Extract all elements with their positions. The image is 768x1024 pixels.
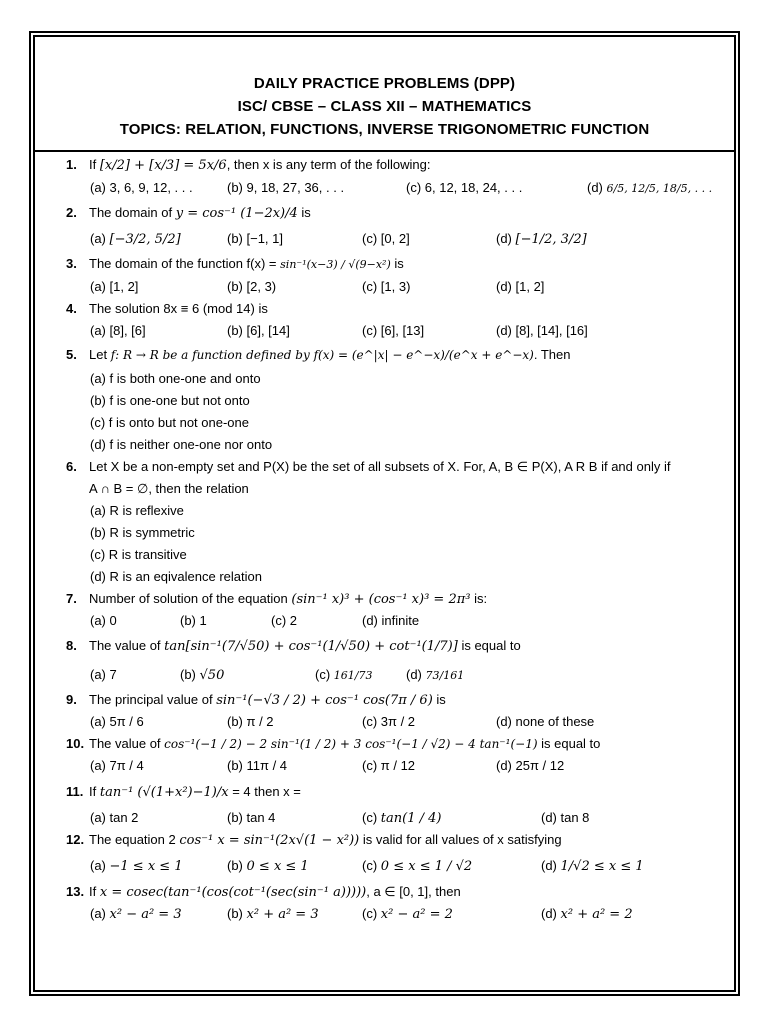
option-d: (d) infinite <box>362 613 420 628</box>
question-number: 11. <box>66 784 84 799</box>
option-c: (c) [6], [13] <box>362 323 425 338</box>
question-12 <box>66 829 726 881</box>
option-b: (b) f is one-one but not onto <box>90 393 250 408</box>
question-13 <box>66 881 726 925</box>
math-expression: y = cos⁻¹ (1−2x)/4 <box>175 206 298 221</box>
option-c: (c) 3π / 2 <box>362 714 416 729</box>
option-a: (a) R is reflexive <box>90 503 184 518</box>
option-b: (b) [6], [14] <box>227 323 290 338</box>
option-d: (d) none of these <box>496 714 595 729</box>
option-a: (a) x² − a² = 3 <box>90 906 182 922</box>
question-3 <box>66 252 726 298</box>
math-expression: f: R → R be a function defined by f(x) = (e^|x| − e^−x)/(e^x + e^−x) <box>110 348 534 362</box>
question-text: The principal value of <box>89 692 213 707</box>
option-d: (d) tan 8 <box>541 810 590 825</box>
option-c: (c) [0, 2] <box>362 231 410 246</box>
question-number: 8. <box>66 638 77 653</box>
option-d: (d) [−1/2, 3/2] <box>496 231 587 247</box>
option-c: (c) tan(1 / 4) <box>362 810 442 826</box>
option-d: (d) 1/√2 ≤ x ≤ 1 <box>541 858 644 874</box>
option-b: (b) [−1, 1] <box>227 231 283 246</box>
option-c: (c) 2 <box>271 613 297 628</box>
question-number: 7. <box>66 591 77 606</box>
question-text: The equation 2 <box>89 832 176 847</box>
option-b: (b) 11π / 4 <box>227 758 288 773</box>
header-divider <box>35 150 734 152</box>
option-d: (d) x² + a² = 2 <box>541 906 633 922</box>
question-11 <box>66 777 726 829</box>
question-list <box>66 153 726 925</box>
option-a: (a) 5π / 6 <box>90 714 144 729</box>
question-text: A ∩ B = ∅, then the relation <box>89 481 249 496</box>
question-text: The value of <box>89 736 161 751</box>
option-b: (b) π / 2 <box>227 714 274 729</box>
question-5 <box>66 342 726 456</box>
option-a: (a) 7 <box>90 667 117 682</box>
question-number: 13. <box>66 884 85 899</box>
question-number: 6. <box>66 459 77 474</box>
question-text: is equal to <box>461 638 521 653</box>
header-title: DAILY PRACTICE PROBLEMS (DPP) <box>253 75 516 92</box>
question-number: 1. <box>66 157 77 172</box>
question-1 <box>66 153 726 200</box>
math-expression: cos⁻¹ x = sin⁻¹(2x√(1 − x²)) <box>179 833 360 848</box>
option-a: (a) −1 ≤ x ≤ 1 <box>90 858 183 874</box>
question-2 <box>66 200 726 252</box>
question-text: . Then <box>533 347 571 362</box>
option-c: (c) 6, 12, 18, 24, . . . <box>406 180 523 195</box>
question-number: 3. <box>66 256 77 271</box>
option-a: (a) [−3/2, 5/2] <box>90 231 181 247</box>
option-d: (d) 73/161 <box>406 667 465 682</box>
option-c: (c) x² − a² = 2 <box>362 906 453 922</box>
question-text: Let X be a non-empty set and P(X) be the set of all subsets of X. For, A, B ∈ P(X), A R B if and only if <box>89 459 671 474</box>
question-number: 10. <box>66 736 85 751</box>
question-text: = 4 then x = <box>232 784 301 799</box>
option-d: (d) 6/5, 12/5, 18/5, . . . <box>587 180 713 195</box>
question-text: , a ∈ [0, 1], then <box>366 884 461 899</box>
question-text: The solution 8x ≡ 6 (mod 14) is <box>89 301 268 316</box>
question-number: 2. <box>66 205 77 220</box>
option-a: (a) 7π / 4 <box>90 758 144 773</box>
option-a: (a) 3, 6, 9, 12, . . . <box>90 180 193 195</box>
option-a: (a) 0 <box>90 613 117 628</box>
question-text: is equal to <box>541 736 601 751</box>
question-text: The value of <box>89 638 161 653</box>
question-text: Number of solution of the equation <box>89 591 288 606</box>
question-4 <box>66 298 726 342</box>
question-text: is <box>301 205 311 220</box>
question-text: If <box>89 157 97 172</box>
option-d: (d) 25π / 12 <box>496 758 565 773</box>
question-text: The domain of the function f(x) = <box>89 256 277 271</box>
option-c: (c) R is transitive <box>90 547 187 562</box>
option-a: (a) [1, 2] <box>90 279 139 294</box>
option-b: (b) [2, 3) <box>227 279 277 294</box>
math-expression: x = cosec(tan⁻¹(cos(cot⁻¹(sec(sin⁻¹ a))))) <box>99 885 367 900</box>
math-expression: sin⁻¹(x−3) / √(9−x²) <box>280 258 391 271</box>
math-expression: sin⁻¹(−√3 / 2) + cos⁻¹ cos(7π / 6) <box>216 693 433 708</box>
question-text: The domain of <box>89 205 173 220</box>
option-b: (b) √50 <box>180 667 225 683</box>
question-8 <box>66 631 726 689</box>
question-text: , then x is any term of the following: <box>226 157 431 172</box>
option-a: (a) [8], [6] <box>90 323 146 338</box>
math-expression: tan⁻¹ (√(1+x²)−1)/x <box>99 785 229 800</box>
option-c: (c) π / 12 <box>362 758 416 773</box>
question-10 <box>66 733 726 777</box>
math-expression: (sin⁻¹ x)³ + (cos⁻¹ x)³ = 2π³ <box>291 592 471 607</box>
question-text: is <box>394 256 404 271</box>
option-c: (c) 0 ≤ x ≤ 1 / √2 <box>362 858 473 874</box>
option-b: (b) 1 <box>180 613 207 628</box>
option-a: (a) f is both one-one and onto <box>90 371 261 386</box>
option-d: (d) [8], [14], [16] <box>496 323 588 338</box>
question-number: 9. <box>66 692 77 707</box>
question-text: Let <box>89 347 108 362</box>
math-expression: [x/2] + [x/3] = 5x/6 <box>99 158 227 173</box>
question-text: If <box>89 884 97 899</box>
question-7 <box>66 588 726 631</box>
question-text: is valid for all values of x satisfying <box>362 832 562 847</box>
question-number: 4. <box>66 301 77 316</box>
option-d: (d) f is neither one-one nor onto <box>90 437 273 452</box>
math-expression: cos⁻¹(−1 / 2) − 2 sin⁻¹(1 / 2) + 3 cos⁻¹(−1 / √2) − 4 tan⁻¹(−1) <box>164 737 538 751</box>
option-b: (b) R is symmetric <box>90 525 195 540</box>
question-number: 5. <box>66 347 77 362</box>
question-text: is: <box>474 591 488 606</box>
option-d: (d) R is an eqivalence relation <box>90 569 262 584</box>
option-b: (b) 0 ≤ x ≤ 1 <box>227 858 309 874</box>
option-b: (b) tan 4 <box>227 810 276 825</box>
option-c: (c) 161/73 <box>315 667 373 682</box>
option-d: (d) [1, 2] <box>496 279 545 294</box>
question-text: is <box>436 692 446 707</box>
option-b: (b) x² + a² = 3 <box>227 906 319 922</box>
question-number: 12. <box>66 832 85 847</box>
option-a: (a) tan 2 <box>90 810 139 825</box>
question-text: If <box>89 784 97 799</box>
option-b: (b) 9, 18, 27, 36, . . . <box>227 180 345 195</box>
header-topics: TOPICS: RELATION, FUNCTIONS, INVERSE TRIGONOMETRIC FUNCTION <box>119 121 650 138</box>
option-c: (c) [1, 3) <box>362 279 411 294</box>
header-subtitle: ISC/ CBSE – CLASS XII – MATHEMATICS <box>237 98 532 115</box>
question-9 <box>66 689 726 733</box>
option-c: (c) f is onto but not one-one <box>90 415 249 430</box>
math-expression: tan[sin⁻¹(7/√50) + cos⁻¹(1/√50) + cot⁻¹(1/7)] <box>164 639 458 654</box>
question-6 <box>66 456 726 588</box>
document-header <box>37 72 732 141</box>
